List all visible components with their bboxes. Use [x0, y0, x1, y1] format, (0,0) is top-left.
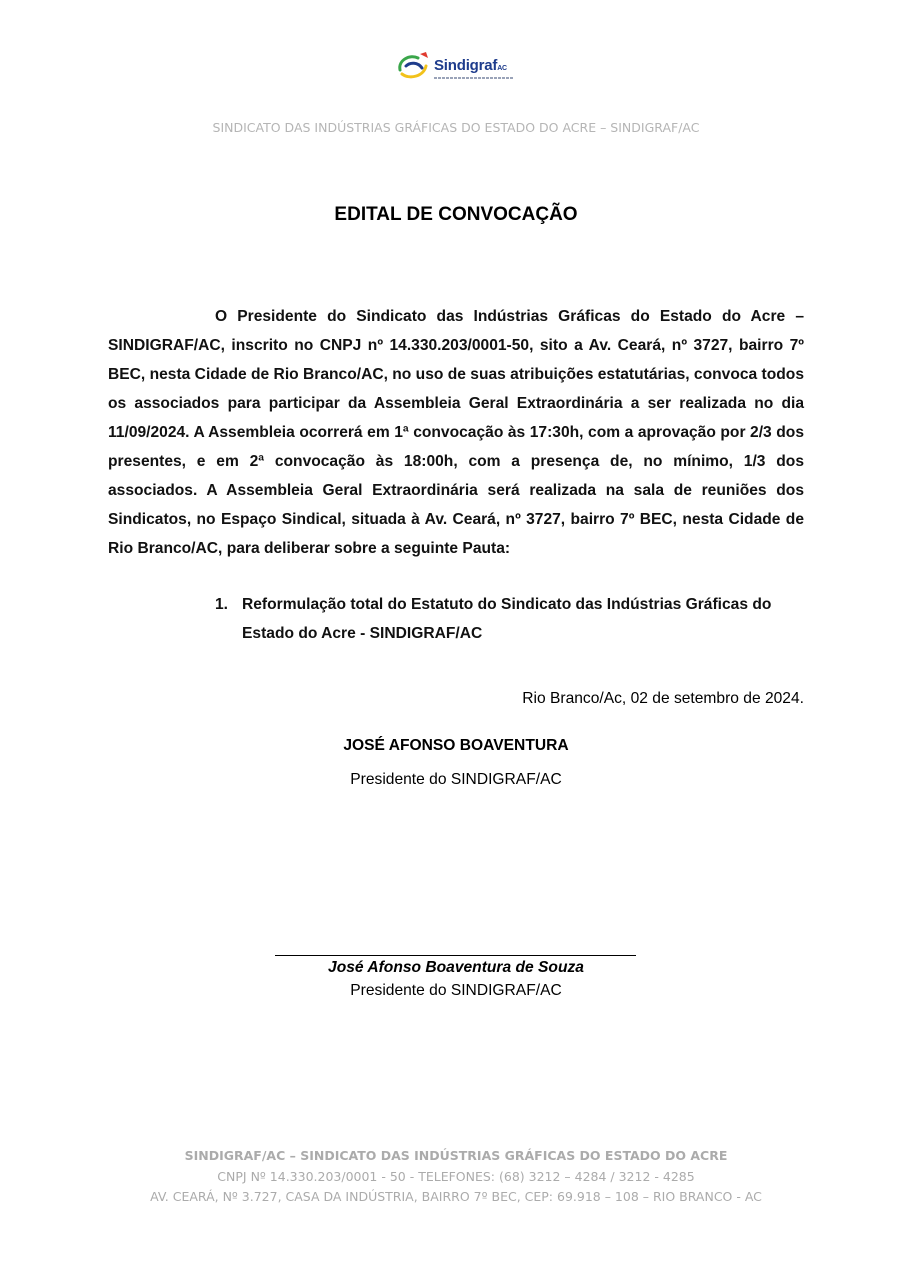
document-title: EDITAL DE CONVOCAÇÃO — [334, 204, 578, 225]
signer-name: JOSÉ AFONSO BOAVENTURA — [343, 737, 569, 754]
logo-tagline-graphic — [434, 77, 514, 79]
footer-contact: CNPJ Nº 14.330.203/0001 - 50 - TELEFONES: (68) 3212 – 4284 / 3212 - 4285 — [217, 1168, 695, 1184]
footer — [0, 1146, 900, 1208]
footer-address: AV. CEARÁ, Nº 3.727, CASA DA INDÚSTRIA, BAIRRO 7º BEC, CEP: 69.918 – 108 – RIO BRANCO - AC — [150, 1189, 762, 1204]
signer-role: Presidente do SINDIGRAF/AC — [350, 771, 562, 788]
agenda-item-text: Reformulação total do Estatuto do Sindicato das Indústrias Gráficas do Estado do Acre - SINDIGRAF/AC — [242, 596, 772, 642]
signature-name: José Afonso Boaventura de Souza — [328, 959, 584, 976]
date-line: Rio Branco/Ac, 02 de setembro de 2024. — [522, 690, 804, 707]
header-organization: SINDICATO DAS INDÚSTRIAS GRÁFICAS DO ESTADO DO ACRE – SINDIGRAF/AC — [212, 120, 700, 135]
logo-wordmark: SindigrafAC — [434, 57, 507, 74]
signature-line — [275, 955, 636, 956]
agenda-item-number: 1. — [215, 596, 229, 613]
body-paragraph: O Presidente do Sindicato das Indústrias Gráficas do Estado do Acre – SINDIGRAF/AC, inscrito no CNPJ nº 14.330.203/0001-50, sito a Av. Ceará, nº 3727, bairro 7º BEC, nesta Cidade de Rio Branco/AC, no uso de suas atribuições estatutárias, convoca todos os associados para participar da Assembleia Geral Extraordinária a ser realizada no dia 11/09/2024. A Assembleia ocorrerá em 1ª convocação às 17:30h, com a aprovação por 2/3 dos presentes, e em 2ª convocação às 18:00h, com a presença de, no mínimo, 1/3 dos associados. A Assembleia Geral Extraordinária será realizada na sala de reuniões dos Sindicatos, no Espaço Sindical, situada à Av. Ceará, nº 3727, bairro 7º BEC, nesta Cidade de Rio Branco/AC, para deliberar sobre a seguinte Pauta: — [108, 308, 804, 557]
logo-mark-icon — [396, 50, 432, 84]
sindigraf-logo — [396, 48, 516, 88]
footer-organization: SINDIGRAF/AC – SINDICATO DAS INDÚSTRIAS GRÁFICAS DO ESTADO DO ACRE — [184, 1148, 728, 1163]
signature-role: Presidente do SINDIGRAF/AC — [350, 982, 562, 999]
